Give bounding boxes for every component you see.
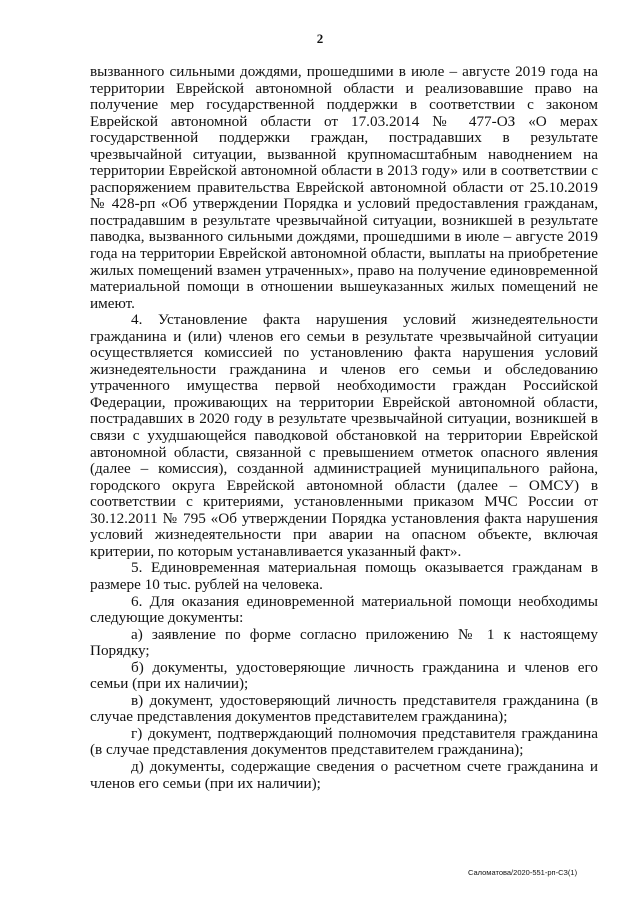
subitem-a: а) заявление по форме согласно приложению № 1 к настоящему Порядку;	[90, 625, 598, 660]
subitem-g: г) документ, подтверждающий полномочия представителя гражданина (в случае представления документов представителем гражданина);	[90, 724, 598, 759]
subitem-d: д) документы, содержащие сведения о расчетном счете гражданина и членов его семьи (при их наличии);	[90, 757, 598, 792]
document-body	[90, 64, 598, 792]
subitem-b: б) документы, удостоверяющие личность гражданина и членов его семьи (при их наличии);	[90, 658, 598, 693]
paragraph-item-4: 4. Установление факта нарушения условий жизнедеятельности гражданина и (или) членов его семьи в результате чрезвычайной ситуации осуществляется комиссией по установлению факта нарушения условий жизнедеятельности гражданина и членов его семьи и обследованию утраченного имущества первой необходимости граждан Российской Федерации, проживающих на территории Еврейской автономной области, пострадавших в 2020 году в результате чрезвычайной ситуации, возникшей в связи с ухудшающейся паводковой обстановкой на территории Еврейской автономной области, связанной с превышением отметок опасного явления (далее – комиссия), созданной администрацией муниципального района, городского округа Еврейской автономной области (далее – ОМСУ) в соответствии с критериями, установленными приказом МЧС России от 30.12.2011 № 795 «Об утверждении Порядка установления факта нарушения условий жизнедеятельности при аварии на опасном объекте, включая критерии, по которым устанавливается указанный факт».	[90, 311, 598, 560]
footer-document-code: Саломатова/2020-551-рп-СЗ(1)	[468, 868, 578, 877]
paragraph-continuation: вызванного сильными дождями, прошедшими в июле – августе 2019 года на территории Еврейской автономной области и реализовавшие право на получение мер государственной поддержки в соответствии с законом Еврейской автономной области от 17.03.2014 № 477-ОЗ «О мерах государственной поддержки граждан, пострадавших в результате чрезвычайной ситуации, вызванной крупномасштабным наводнением на территории Еврейской автономной области в 2013 году» или в соответствии с распоряжением правительства Еврейской автономной области от 25.10.2019 № 428-рп «Об утверждении Порядка и условий предоставления гражданам, пострадавшим в результате чрезвычайной ситуации, возникшей в результате паводка, вызванного сильными дождями, прошедшими в июле – августе 2019 года на территории Еврейской автономной области, выплаты на приобретение жилых помещений взамен утраченных», право на получение единовременной материальной помощи в отношении вышеуказанных жилых помещений не имеют.	[90, 63, 598, 312]
paragraph-item-6: 6. Для оказания единовременной материальной помощи необходимы следующие документы:	[90, 592, 598, 627]
subitem-v: в) документ, удостоверяющий личность представителя гражданина (в случае представления документов представителем гражданина);	[90, 691, 598, 726]
page-number: 2	[316, 31, 324, 46]
paragraph-item-5: 5. Единовременная материальная помощь оказывается гражданам в размере 10 тыс. рублей на человека.	[90, 559, 598, 593]
